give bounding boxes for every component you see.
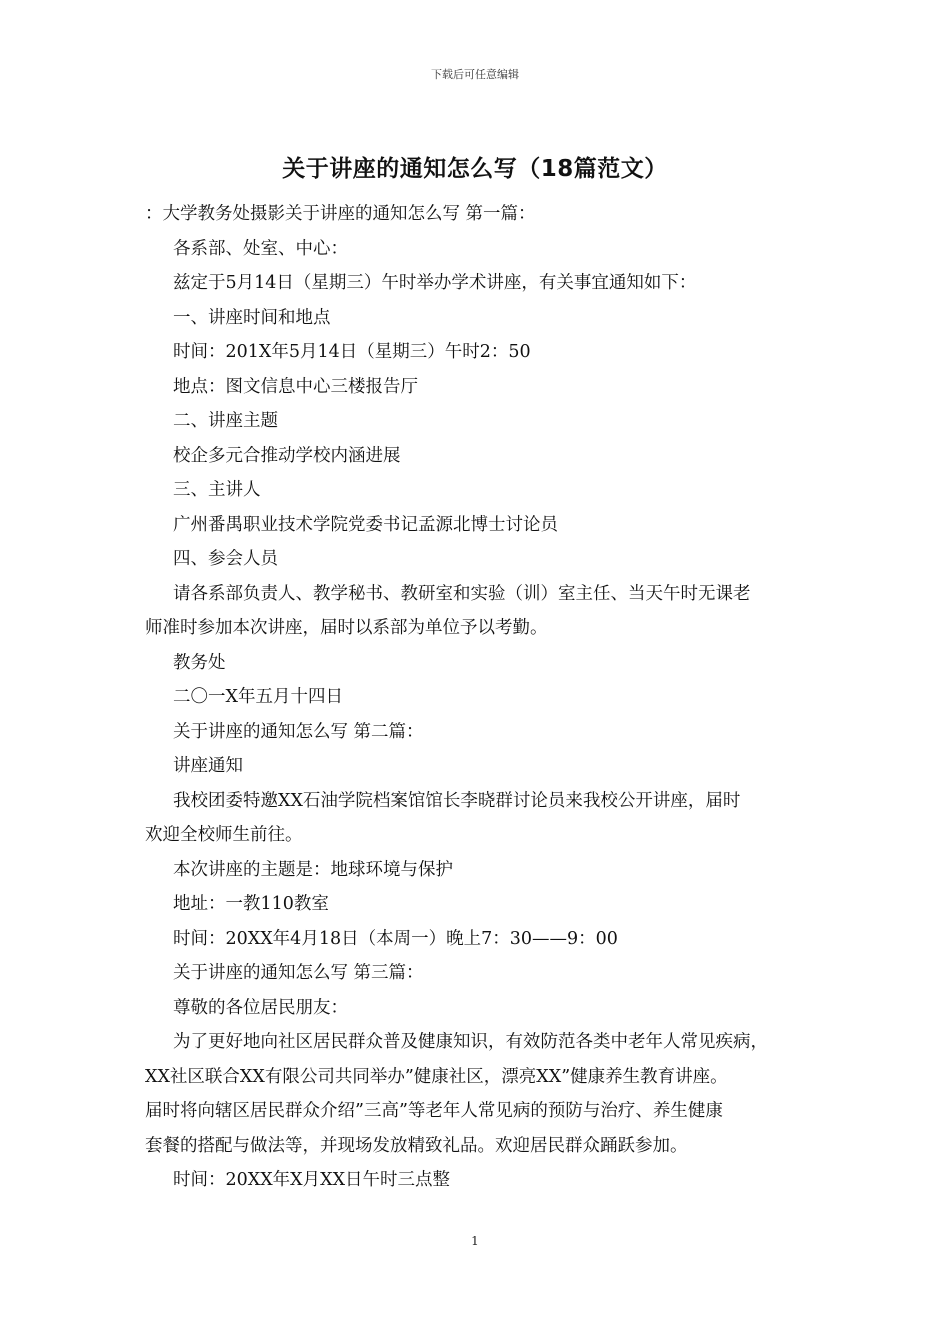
text-line: 一、讲座时间和地点 (173, 307, 331, 328)
text-line: 关于讲座的通知怎么写 第二篇： (173, 721, 424, 742)
text-line: 兹定于5月14日（星期三）午时举办学术讲座，有关事宜通知如下： (173, 273, 697, 293)
text-line: 地址：一教110教室 (173, 894, 329, 914)
text-line: 欢迎全校师生前往。 (145, 825, 303, 845)
text-line: 时间：20XX年X月XX日午时三点整 (173, 1170, 451, 1190)
text-line: 三、主讲人 (173, 480, 261, 500)
text-line: 时间：201X年5月14日（星期三）午时2：50 (173, 342, 531, 362)
text-line: 关于讲座的通知怎么写 第三篇： (173, 963, 424, 983)
text-line: 本次讲座的主题是：地球环境与保护 (173, 859, 453, 880)
text-line: 届时将向辖区居民群众介绍”三高”等老年人常见病的预防与治疗、养生健康 (145, 1101, 723, 1121)
text-line: 我校团委特邀XX石油学院档案馆馆长李晓群讨论员来我校公开讲座，届时 (173, 790, 741, 811)
text-line: 校企多元合推动学校内涵进展 (173, 445, 401, 466)
text-line: 师准时参加本次讲座，届时以系部为单位予以考勤。 (145, 618, 548, 638)
text-line: 四、参会人员 (173, 549, 278, 569)
text-line: 套餐的搭配与做法等，并现场发放精致礼品。欢迎居民群众踊跃参加。 (145, 1135, 688, 1156)
text-line: 二〇一X年五月十四日 (173, 687, 343, 707)
header-note: 下载后可任意编辑 (431, 68, 519, 81)
text-line: 地点：图文信息中心三楼报告厅 (173, 376, 418, 397)
text-line: 为了更好地向社区居民群众普及健康知识，有效防范各类中老年人常见疾病， (173, 1032, 768, 1052)
text-line: 教务处 (173, 652, 226, 673)
text-line: 广州番禺职业技术学院党委书记孟源北博士讨论员 (173, 514, 558, 535)
text-line: 讲座通知 (173, 756, 243, 776)
text-line: 二、讲座主题 (173, 411, 278, 431)
page-number: 1 (471, 1234, 479, 1248)
text-line: 请各系部负责人、教学秘书、教研室和实验（训）室主任、当天午时无课老 (173, 583, 751, 604)
text-line: 时间：20XX年4月18日（本周一）晚上7：30——9：00 (173, 928, 618, 949)
text-line: XX社区联合XX有限公司共同举办”健康社区，漂亮XX”健康养生教育讲座。 (145, 1066, 728, 1087)
text-line: ：大学教务处摄影关于讲座的通知怎么写 第一篇： (145, 204, 536, 224)
document-title: 关于讲座的通知怎么写（18篇范文） (282, 156, 668, 182)
document-body (145, 197, 835, 1198)
text-line: 尊敬的各位居民朋友： (173, 997, 348, 1018)
text-line: 各系部、处室、中心： (173, 238, 348, 259)
